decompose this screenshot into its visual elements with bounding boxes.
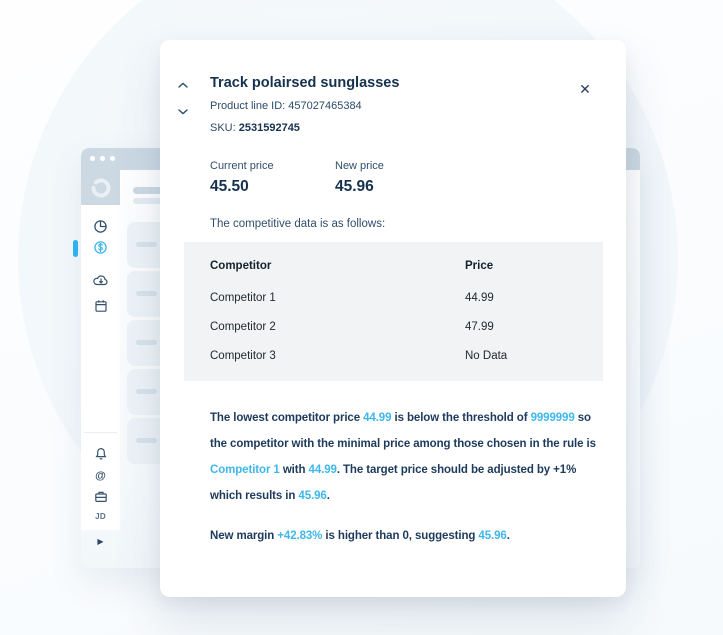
- cloud-download-icon: [93, 273, 109, 287]
- new-price-block: [335, 160, 460, 196]
- window-dot-icon: [90, 156, 95, 161]
- sidebar-item-notifications[interactable]: [81, 444, 120, 464]
- competitor-price-cell: 47.99: [465, 321, 494, 334]
- sidebar-item-analytics[interactable]: [81, 216, 120, 236]
- sku-label: SKU:: [210, 122, 236, 135]
- skeleton-text-bar: [136, 389, 157, 394]
- next-item-button[interactable]: [174, 105, 192, 119]
- sidebar-expand-arrow[interactable]: ▶: [97, 537, 104, 546]
- current-price-value: 45.50: [210, 178, 249, 196]
- sidebar-item-workspace[interactable]: [81, 486, 120, 506]
- sku-value: 2531592745: [238, 122, 300, 135]
- competitor-table: [184, 242, 603, 381]
- competitor-column-header: Competitor: [210, 260, 272, 273]
- user-initials-avatar: JD: [95, 511, 106, 521]
- new-price-value: 45.96: [335, 178, 374, 196]
- new-price-label: New price: [335, 160, 384, 173]
- at-sign-icon: @: [95, 469, 106, 482]
- competitor-table-header: [184, 250, 603, 284]
- logo-ring-icon: [90, 177, 112, 199]
- chevron-up-icon: [178, 82, 188, 88]
- highlighted-value: 9999999: [530, 412, 575, 425]
- table-intro-text: The competitive data is as follows:: [210, 218, 386, 231]
- briefcase-icon: [94, 490, 108, 503]
- highlighted-value: 45.96: [298, 490, 327, 503]
- close-button[interactable]: [576, 80, 594, 98]
- close-icon: ✕: [579, 80, 591, 97]
- table-row: [184, 342, 603, 371]
- competitor-price-cell: No Data: [465, 350, 508, 363]
- price-tracking-modal: [160, 40, 626, 597]
- bell-icon: [94, 447, 108, 461]
- previous-item-button[interactable]: [174, 78, 192, 92]
- highlighted-value: 44.99: [363, 412, 392, 425]
- window-controls: [90, 156, 115, 161]
- product-line-label: Product line ID:: [210, 100, 286, 113]
- active-nav-indicator: [73, 240, 78, 257]
- sidebar-item-pricing[interactable]: [81, 237, 120, 257]
- current-price-block: [210, 160, 335, 196]
- price-explanation-text: The lowest competitor price 44.99 is below the threshold of 9999999 so the competitor with the minimal price among those chosen in the rule is Competitor 1 with 44.99. The target price should be adjusted by +1% which results in 45.96.: [210, 412, 596, 503]
- table-row: [184, 313, 603, 342]
- sidebar-item-import[interactable]: [81, 270, 120, 290]
- chevron-down-icon: [178, 109, 188, 115]
- highlighted-value: +42.83%: [277, 530, 323, 543]
- window-dot-icon: [110, 156, 115, 161]
- sidebar-item-support[interactable]: [81, 466, 120, 486]
- skeleton-text-bar: [136, 291, 157, 296]
- sidebar-item-profile[interactable]: [81, 506, 120, 526]
- price-summary: [160, 134, 626, 196]
- competitor-name-cell: Competitor 2: [210, 321, 276, 334]
- current-price-label: Current price: [210, 160, 274, 173]
- product-line-value: 457027465384: [288, 100, 362, 113]
- product-line-id: [210, 100, 586, 112]
- table-row: [184, 284, 603, 313]
- calendar-icon: [94, 299, 108, 313]
- competitor-name-cell: Competitor 1: [210, 292, 276, 305]
- highlighted-value: 45.96: [478, 530, 507, 543]
- modal-header: [160, 40, 626, 134]
- sidebar-divider: [84, 432, 117, 433]
- skeleton-text-bar: [136, 438, 157, 443]
- highlighted-value: 44.99: [308, 464, 337, 477]
- competitor-table-body: [184, 284, 603, 371]
- margin-summary-text: New margin +42.83% is higher than 0, suggesting 45.96.: [210, 530, 510, 543]
- pricing-dollar-icon: [93, 240, 108, 255]
- item-navigation: [174, 78, 192, 119]
- highlighted-value: Competitor 1: [210, 464, 280, 477]
- pie-chart-icon: [93, 219, 108, 234]
- price-column-header: Price: [465, 260, 494, 273]
- skeleton-text-bar: [136, 242, 157, 247]
- page-title: Track polairsed sunglasses: [210, 75, 400, 91]
- competitor-price-cell: 44.99: [465, 292, 494, 305]
- skeleton-text-bar: [136, 340, 157, 345]
- window-dot-icon: [100, 156, 105, 161]
- competitor-name-cell: Competitor 3: [210, 350, 276, 363]
- app-logo: [81, 170, 120, 205]
- sku: [210, 122, 586, 134]
- sidebar-item-calendar[interactable]: [81, 296, 120, 316]
